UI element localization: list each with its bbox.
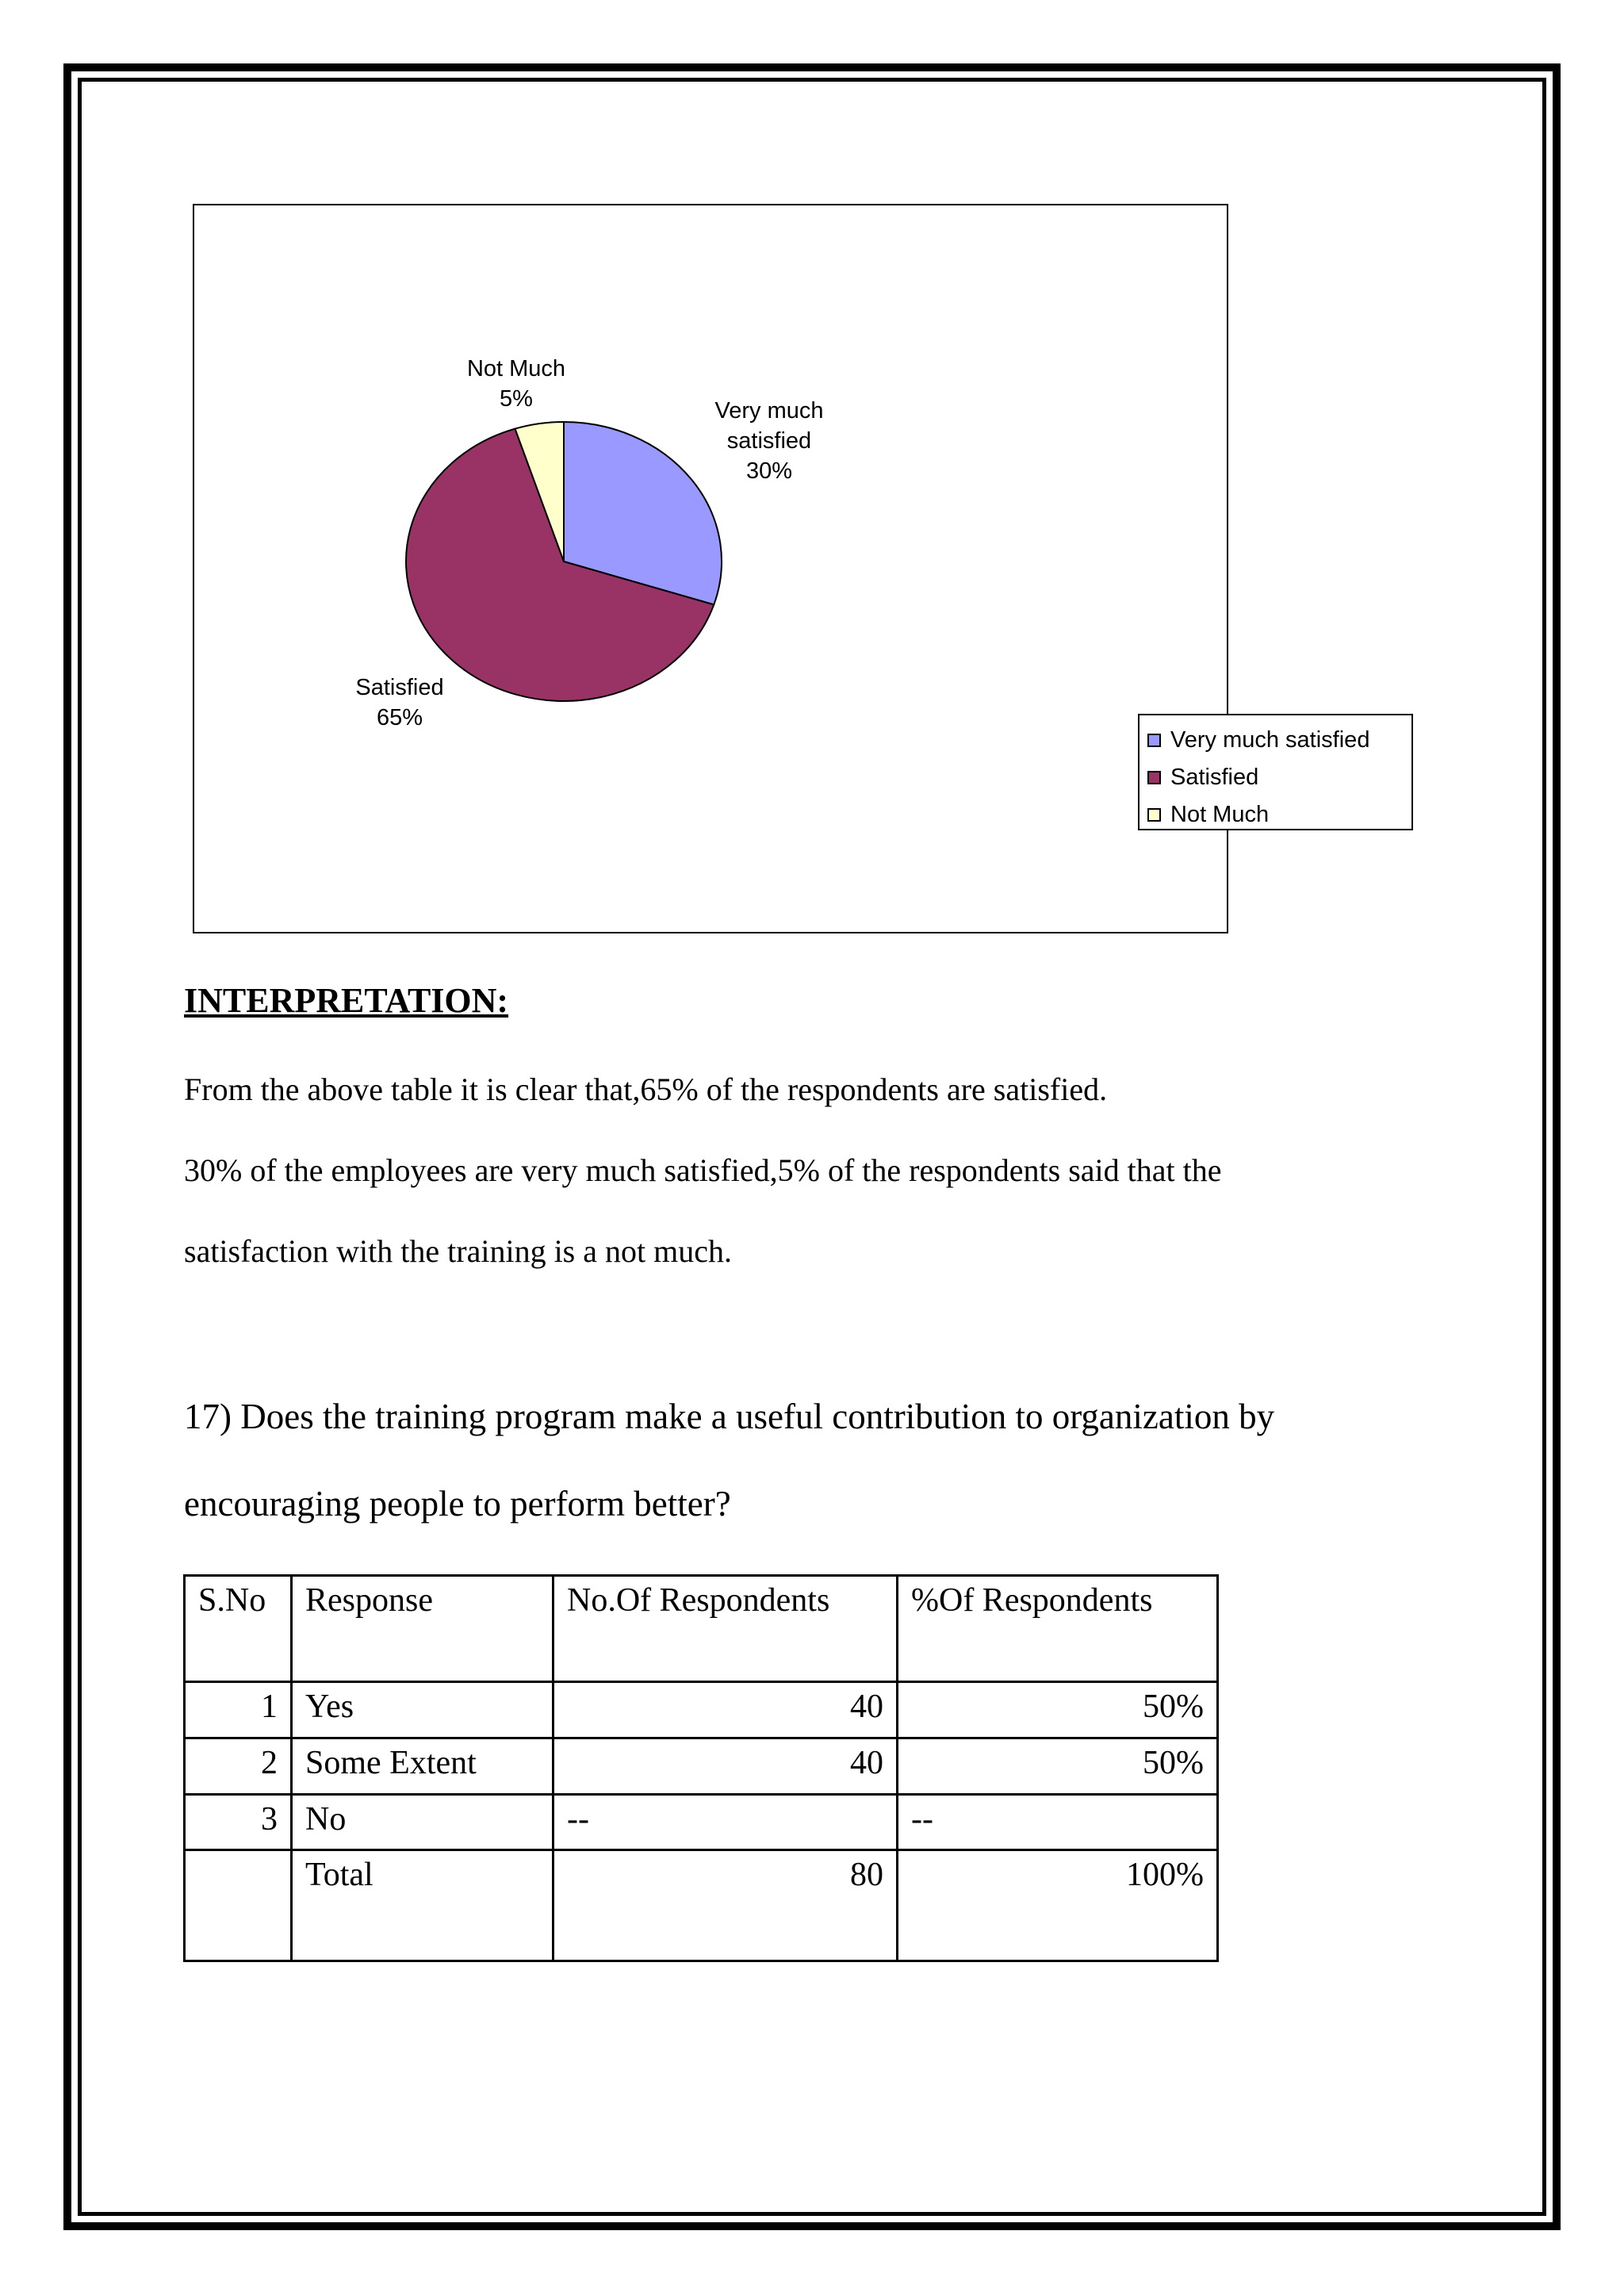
- table-header-cell: [292, 1576, 553, 1682]
- cell-response: Some Extent: [305, 1745, 477, 1781]
- table-row: [185, 1738, 1218, 1795]
- header-response: Response: [305, 1582, 433, 1619]
- cell-sno: 1: [261, 1688, 278, 1725]
- table-header-cell: [898, 1576, 1218, 1682]
- header-percent: %Of Respondents: [911, 1582, 1153, 1619]
- question-line: encouraging people to perform better?: [184, 1484, 731, 1524]
- legend-label: Not Much: [1170, 801, 1270, 827]
- cell-response: Total: [305, 1857, 373, 1893]
- table-header-row: [185, 1576, 1218, 1682]
- legend-swatch: [1147, 771, 1161, 784]
- cell-percent: 50%: [1143, 1688, 1204, 1725]
- legend-label: Very much satisfied: [1170, 726, 1370, 753]
- cell-sno: [186, 1851, 290, 1856]
- legend-swatch: [1147, 734, 1161, 747]
- interpretation-line: 30% of the employees are very much satisfied,5% of the respondents said that the: [184, 1152, 1222, 1188]
- legend-swatch: [1147, 808, 1161, 822]
- cell-sno: 2: [261, 1745, 278, 1781]
- data-label-very-much-satisfied: Very much satisfied 30%: [714, 398, 824, 484]
- data-label-not-much: Not Much 5%: [466, 356, 566, 412]
- interpretation-line: From the above table it is clear that,65% of the respondents are satisfied.: [184, 1071, 1108, 1107]
- table-header-cell: [185, 1576, 292, 1682]
- legend-label: Satisfied: [1170, 764, 1259, 790]
- data-label-satisfied: Satisfied 65%: [355, 675, 444, 730]
- cell-count: 80: [850, 1857, 883, 1893]
- pie-chart: [194, 205, 1227, 932]
- header-count: No.Of Respondents: [567, 1582, 830, 1619]
- cell-sno: 3: [261, 1801, 278, 1838]
- cell-count: 40: [850, 1688, 883, 1725]
- table-row: [185, 1795, 1218, 1850]
- table-row: [185, 1682, 1218, 1738]
- legend-item-satisfied: [1147, 764, 1258, 791]
- cell-response: Yes: [305, 1688, 354, 1725]
- question-line: 17) Does the training program make a useful contribution to organization by: [184, 1397, 1275, 1436]
- table-header-cell: [553, 1576, 898, 1682]
- chart-legend: [1138, 714, 1413, 830]
- pie-chart-area: [193, 204, 1370, 933]
- cell-response: No: [305, 1801, 347, 1838]
- cell-percent: 50%: [1143, 1745, 1204, 1781]
- responses-table: [183, 1574, 1219, 1962]
- cell-percent: --: [911, 1801, 933, 1838]
- cell-percent: 100%: [1126, 1857, 1204, 1893]
- cell-count: --: [567, 1801, 589, 1838]
- legend-item-not-much: [1147, 801, 1269, 828]
- header-sno: S.No: [198, 1582, 266, 1619]
- interpretation-heading: INTERPRETATION:: [184, 981, 509, 1020]
- interpretation-line: satisfaction with the training is a not much.: [184, 1233, 732, 1269]
- table-total-row: [185, 1850, 1218, 1961]
- cell-count: 40: [850, 1745, 883, 1781]
- legend-item-very-much-satisfied: [1147, 726, 1369, 753]
